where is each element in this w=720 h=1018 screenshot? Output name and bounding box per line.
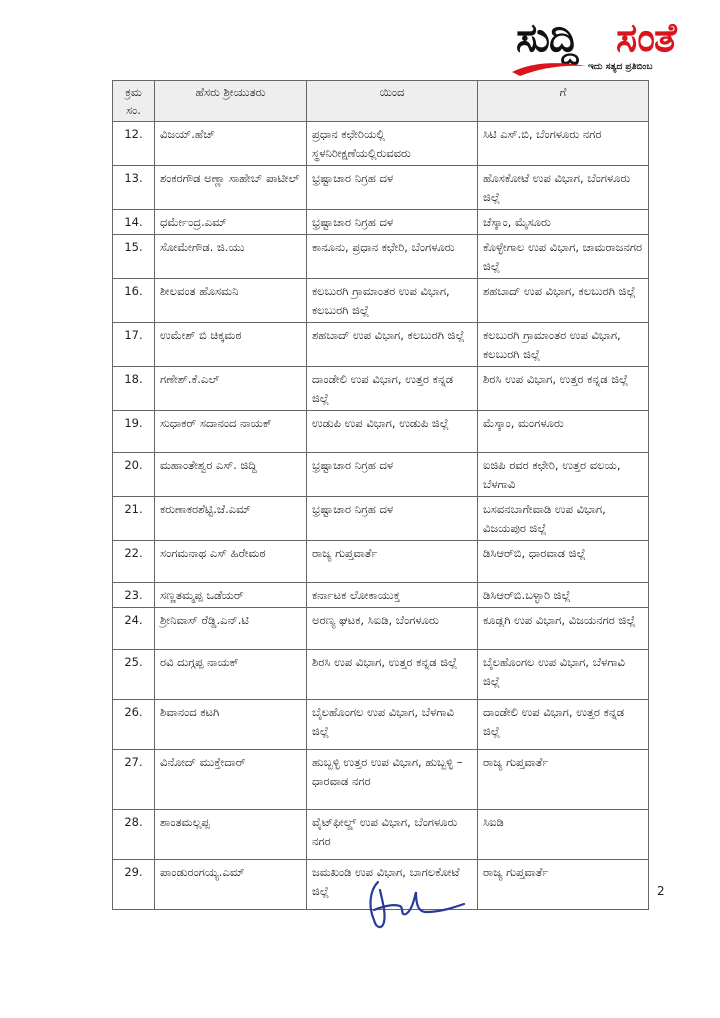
table-row bbox=[113, 210, 649, 235]
header-serial: ಕ್ರಮ ಸಂ. bbox=[113, 81, 155, 122]
row-serial: 28. bbox=[113, 810, 155, 860]
header-from: ಯಿಂದ bbox=[307, 81, 478, 122]
row-serial: 23. bbox=[113, 583, 155, 608]
row-serial: 20. bbox=[113, 453, 155, 497]
row-from: ಜಮಖಂಡಿ ಉಪ ವಿಭಾಗ, ಬಾಗಲಕೋಟೆ ಜಿಲ್ಲೆ bbox=[307, 860, 478, 910]
row-name: ಮಹಾಂತೇಶ್ವರ ಎಸ್. ಜಿದ್ದಿ bbox=[155, 453, 307, 497]
row-name: ಸಣ್ಣತಮ್ಮಪ್ಪ ಒಡೆಯರ್ bbox=[155, 583, 307, 608]
row-from: ಹುಬ್ಬಳ್ಳಿ ಉತ್ತರ ಉಪ ವಿಭಾಗ, ಹುಬ್ಬಳ್ಳಿ –ಧಾರವಾಡ ನಗರ bbox=[307, 750, 478, 810]
row-to: ಶಹಬಾದ್ ಉಪ ವಿಭಾಗ, ಕಲಬುರಗಿ ಜಿಲ್ಲೆ bbox=[478, 279, 649, 323]
row-name: ಕರುಣಾಕರಶೆಟ್ಟಿ.ಜೆ.ಎಮ್ bbox=[155, 497, 307, 541]
row-from: ಕಲಬುರಗಿ ಗ್ರಾಮಾಂತರ ಉಪ ವಿಭಾಗ, ಕಲಬುರಗಿ ಜಿಲ್ಲೆ bbox=[307, 279, 478, 323]
row-serial: 14. bbox=[113, 210, 155, 235]
table-row bbox=[113, 750, 649, 810]
row-from: ಕಾನೂನು, ಪ್ರಧಾನ ಕಛೇರಿ, ಬೆಂಗಳೂರು bbox=[307, 235, 478, 279]
row-name: ಸಂಗಮನಾಥ ಎಸ್ ಹಿರೇಮಠ bbox=[155, 541, 307, 583]
row-name: ಧರ್ಮೇಂದ್ರ.ಎಮ್ bbox=[155, 210, 307, 235]
row-name: ಉಮೇಶ್ ಬಿ ಚಿಕ್ಕಮಠ bbox=[155, 323, 307, 367]
row-to: ರಾಜ್ಯ ಗುಪ್ತವಾರ್ತೆ bbox=[478, 750, 649, 810]
row-to: ರಾಜ್ಯ ಗುಪ್ತವಾರ್ತೆ bbox=[478, 860, 649, 910]
row-to: ಡಿಸಿಆರ್‌ಬಿ, ಧಾರವಾಡ ಜಿಲ್ಲೆ bbox=[478, 541, 649, 583]
row-serial: 19. bbox=[113, 411, 155, 453]
row-serial: 13. bbox=[113, 166, 155, 210]
row-name: ಶ್ರೀನಿವಾಸ್ ರೆಡ್ಡಿ.ಎನ್.ಟಿ bbox=[155, 608, 307, 650]
row-to: ಕಲಬುರಗಿ ಗ್ರಾಮಾಂತರ ಉಪ ವಿಭಾಗ, ಕಲಬುರಗಿ ಜಿಲ್ಲೆ bbox=[478, 323, 649, 367]
row-name: ವಿಜಯ್.ಹೆಚ್ bbox=[155, 122, 307, 166]
row-from: ಅರಣ್ಯ ಘಟಕ, ಸಿಐಡಿ, ಬೆಂಗಳೂರು bbox=[307, 608, 478, 650]
row-serial: 17. bbox=[113, 323, 155, 367]
table-row bbox=[113, 583, 649, 608]
row-from: ಕರ್ನಾಟಕ ಲೋಕಾಯುಕ್ತ bbox=[307, 583, 478, 608]
header-to: ಗೆ bbox=[478, 81, 649, 122]
row-to: ಬಸವನಬಾಗೇವಾಡಿ ಉಪ ವಿಭಾಗ, ವಿಜಯಪುರ ಜಿಲ್ಲೆ bbox=[478, 497, 649, 541]
transfer-table bbox=[112, 80, 649, 910]
row-serial: 16. bbox=[113, 279, 155, 323]
row-from: ಉಡುಪಿ ಉಪ ವಿಭಾಗ, ಉಡುಪಿ ಜಿಲ್ಲೆ bbox=[307, 411, 478, 453]
row-to: ಹೊಸಕೋಟೆ ಉಪ ವಿಭಾಗ, ಬೆಂಗಳೂರು ಜಿಲ್ಲೆ bbox=[478, 166, 649, 210]
row-from: ಭ್ರಷ್ಟಾಚಾರ ನಿಗ್ರಹ ದಳ bbox=[307, 497, 478, 541]
row-name: ಶಿವಾನಂದ ಕಟಗಿ bbox=[155, 700, 307, 750]
row-to: ಮೆಸ್ಕಾಂ, ಮಂಗಳೂರು bbox=[478, 411, 649, 453]
row-name: ವಿನೋದ್ ಮುಕ್ತೇದಾರ್ bbox=[155, 750, 307, 810]
row-to: ಐಜಿಪಿ ರವರ ಕಛೇರಿ, ಉತ್ತರ ವಲಯ, ಬೆಳಗಾವಿ bbox=[478, 453, 649, 497]
row-to: ಶಿರಸಿ ಉಪ ವಿಭಾಗ, ಉತ್ತರ ಕನ್ನಡ ಜಿಲ್ಲೆ bbox=[478, 367, 649, 411]
table-header-row bbox=[113, 81, 649, 122]
row-serial: 25. bbox=[113, 650, 155, 700]
row-to: ಚೆಸ್ಕಾಂ, ಮೈಸೂರು bbox=[478, 210, 649, 235]
row-from: ರಾಜ್ಯ ಗುಪ್ತವಾರ್ತೆ bbox=[307, 541, 478, 583]
table-row bbox=[113, 453, 649, 497]
brand-logo bbox=[510, 12, 710, 82]
row-serial: 15. bbox=[113, 235, 155, 279]
row-serial: 12. bbox=[113, 122, 155, 166]
table-row bbox=[113, 650, 649, 700]
row-from: ಶಿರಸಿ ಉಪ ವಿಭಾಗ, ಉತ್ತರ ಕನ್ನಡ ಜಿಲ್ಲೆ bbox=[307, 650, 478, 700]
row-from: ವೈಟ್‌ಫೀಲ್ಡ್ ಉಪ ವಿಭಾಗ, ಬೆಂಗಳೂರು ನಗರ bbox=[307, 810, 478, 860]
row-serial: 24. bbox=[113, 608, 155, 650]
table-row bbox=[113, 541, 649, 583]
table-row bbox=[113, 166, 649, 210]
row-name: ರವಿ ದುಗ್ಗಪ್ಪ ನಾಯಕ್ bbox=[155, 650, 307, 700]
row-from: ಭ್ರಷ್ಟಾಚಾರ ನಿಗ್ರಹ ದಳ bbox=[307, 166, 478, 210]
row-name: ಶಂಕರಗೌಡ ಅಣ್ಣಾ ಸಾಹೇಬ್ ಪಾಟೀಲ್ bbox=[155, 166, 307, 210]
row-to: ಕೊಳ್ಳೇಗಾಲ ಉಪ ವಿಭಾಗ, ಚಾಮರಾಜನಗರ ಜಿಲ್ಲೆ bbox=[478, 235, 649, 279]
table-row bbox=[113, 323, 649, 367]
row-serial: 18. bbox=[113, 367, 155, 411]
table-row bbox=[113, 608, 649, 650]
row-serial: 27. bbox=[113, 750, 155, 810]
header-name: ಹೆಸರು ಶ್ರೀಯುತರು bbox=[155, 81, 307, 122]
table-row bbox=[113, 235, 649, 279]
row-serial: 22. bbox=[113, 541, 155, 583]
row-name: ಪಾಂಡುರಂಗಯ್ಯ.ಎಮ್ bbox=[155, 860, 307, 910]
row-from: ಪ್ರಧಾನ ಕಛೇರಿಯಲ್ಲಿ ಸ್ಥಳನಿರೀಕ್ಷಣೆಯಲ್ಲಿರುವವರು bbox=[307, 122, 478, 166]
row-name: ಸೋಮೇಗೌಡ. ಜಿ.ಯು bbox=[155, 235, 307, 279]
table-row bbox=[113, 367, 649, 411]
page-number: 2 bbox=[657, 884, 665, 898]
row-from: ಭ್ರಷ್ಟಾಚಾರ ನಿಗ್ರಹ ದಳ bbox=[307, 210, 478, 235]
row-to: ಕೂಡ್ಲಗಿ ಉಪ ವಿಭಾಗ, ವಿಜಯನಗರ ಜಿಲ್ಲೆ bbox=[478, 608, 649, 650]
row-to: ಡಿಸಿಆರ್‌ಬಿ.ಬಳ್ಳಾರಿ ಜಿಲ್ಲೆ bbox=[478, 583, 649, 608]
row-from: ಬೈಲಹೊಂಗಲ ಉಪ ವಿಭಾಗ, ಬೆಳಗಾವಿ ಜಿಲ್ಲೆ bbox=[307, 700, 478, 750]
logo-tagline: ಇದು ಸತ್ಯದ ಪ್ರತಿಬಿಂಬ bbox=[588, 62, 653, 72]
row-name: ಸುಧಾಕರ್ ಸದಾನಂದ ನಾಯಕ್ bbox=[155, 411, 307, 453]
row-to: ಸಿಟಿ ಎಸ್.ಬಿ, ಬೆಂಗಳೂರು ನಗರ bbox=[478, 122, 649, 166]
signature-mark bbox=[360, 876, 470, 936]
row-to: ಸಿಐಡಿ bbox=[478, 810, 649, 860]
row-to: ದಾಂಡೇಲಿ ಉಪ ವಿಭಾಗ, ಉತ್ತರ ಕನ್ನಡ ಜಿಲ್ಲೆ bbox=[478, 700, 649, 750]
row-name: ಶೀಲವಂತ ಹೊಸಮನಿ bbox=[155, 279, 307, 323]
row-name: ಶಾಂತಮಲ್ಲಪ್ಪ bbox=[155, 810, 307, 860]
logo-word-suddi: ಸುದ್ದಿ bbox=[516, 15, 578, 61]
table-row bbox=[113, 411, 649, 453]
row-name: ಗಣೇಶ್.ಕೆ.ಎಲ್ bbox=[155, 367, 307, 411]
row-from: ದಾಂಡೇಲಿ ಉಪ ವಿಭಾಗ, ಉತ್ತರ ಕನ್ನಡ ಜಿಲ್ಲೆ bbox=[307, 367, 478, 411]
table-row bbox=[113, 279, 649, 323]
table-row bbox=[113, 497, 649, 541]
table-row bbox=[113, 700, 649, 750]
row-serial: 29. bbox=[113, 860, 155, 910]
table-row bbox=[113, 810, 649, 860]
row-to: ಬೈಲಹೊಂಗಲ ಉಪ ವಿಭಾಗ, ಬೆಳಗಾವಿ ಜಿಲ್ಲೆ bbox=[478, 650, 649, 700]
row-serial: 26. bbox=[113, 700, 155, 750]
row-serial: 21. bbox=[113, 497, 155, 541]
row-from: ಶಹಬಾದ್ ಉಪ ವಿಭಾಗ, ಕಲಬುರಗಿ ಜಿಲ್ಲೆ bbox=[307, 323, 478, 367]
logo-swoosh-icon bbox=[510, 56, 590, 78]
table-row bbox=[113, 122, 649, 166]
row-from: ಭ್ರಷ್ಟಾಚಾರ ನಿಗ್ರಹ ದಳ bbox=[307, 453, 478, 497]
logo-word-sante: ಸಂತೆ bbox=[616, 15, 676, 61]
